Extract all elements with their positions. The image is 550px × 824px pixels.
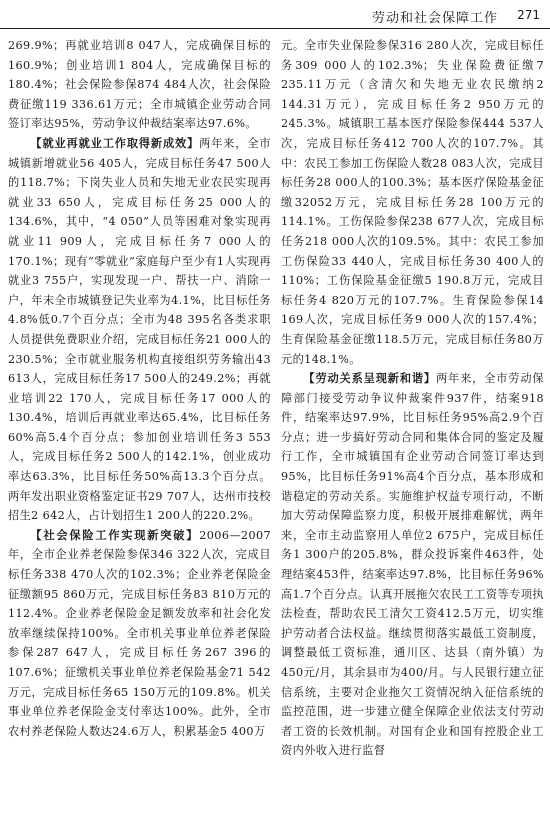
page-number: 271 [517,8,540,22]
section-heading: 【劳动关系呈现新和谐】 [303,372,436,386]
section-heading: 【社会保险工作实现新突破】 [30,528,200,542]
paragraph-body: 两年来，全市劳动保障部门接受劳动争议仲裁案件937件，结案918件，结案率达97.9%，比目标任务95%高2.9个百分点；进一步搞好劳动合同和集体合同的鉴定及履行工作，全市城镇国有企业劳动合同签订率达到95%，比目标任务91%高4个百分点，基本形成和谐稳定的劳动关系。实施维护权益专项行动，不断加大劳动保障监察力度，积极开展排难解忧，两年来，全市主动监察用人单位2 675户，完成目标任务1 300户的205.8%，群众投诉案件463件，处理结案453件，结案率达97.8%，比目标任务96%高1.7个百分点。认真开展拖欠农民工工资等专项执法检查，帮助农民工清欠工资412.5万元，切实维护劳动者合法权益。继续贯彻落实最低工资制度，调整最低工资标准，通川区、达县（南外镇）为450元/月，其余县市为400/月。与人民银行建立征信系统，主要对企业拖欠工资情况纳入征信系统的监控范围，进一步建立健全保障企业依法支付劳动者工资的长效机制。对国有企业和国有控股企业工资内外收入进行监督 [281,372,544,758]
header-title: 劳动和社会保障工作 [371,11,498,26]
paragraph [8,134,271,526]
left-column [8,36,271,816]
paragraph-body: 两年来，全市城镇新增就业56 405人，完成目标任务47 500人的118.7%；下岗失业人员和失地无业农民实现再就业33 650人，完成目标任务25 000人的134.6%，其中，“4 050”人员等困难对象实现再就业11 909人，完成目标任务7 000人的170.1%；现有“零就业”家庭每户至少有1人实现再就业3 755户，实现发现一户、帮扶一户、消除一户，年末全市城镇登记失业率为4.1%，比目标任务4.8%低0.7个百分点；全市为48 395名各类求职人员提供免费职业介绍，完成目标任务21 000人的230.5%；全市就业服务机构直接组织劳务输出43 613人，完成目标任务17 500人的249.2%；再就业培训22 170人，完成目标任务17 000人的130.4%，培训后再就业率达65.4%，比目标任务60%高5.4个百分点；参加创业培训任务3 553人，完成目标任务2 500人的142.1%，创业成功率达63.3%，比目标任务50%高13.3个百分点。两年发出职业资格鉴定证书29 707人，达州市技校招生2 642人，占计划招生1 200人的220.2%。 [8,136,271,523]
section-heading: 【就业再就业工作取得新成效】 [30,136,200,150]
right-column [281,36,544,816]
running-header [0,0,550,29]
paragraph: 元。全市失业保险参保316 280人次，完成目标任务309 000人的102.3%；失业保险费征缴7 235.11万元（含清欠和失地无业农民缴纳2 144.31万元），完成目标任务2 950万元的245.3%。城镇职工基本医疗保险参保444 537人次，完成目标任务412 700人次的107.7%。其中：农民工参加工伤保险人数28 083人次，完成目标任务28 000人的100.3%；基本医疗保险基金征缴32052万元，完成目标任务28 100万元的114.1%。工伤保险参保238 677人次，完成目标任务218 000人次的109.5%。其中：农民工参加工伤保险33 440人，完成目标任务30 400人的110%；工伤保险基金征缴5 190.8万元，完成目标任务4 820万元的107.7%。生育保险参保14 169人次，完成目标任务9 000人次的157.4%；生育保险基金征缴118.5万元，完成目标任务80万元的148.1%。 [281,39,544,366]
paragraph [8,526,271,742]
paragraph-body: 2006—2007年，全市企业养老保险参保346 322人次，完成目标任务338 470人次的102.3%；企业养老保险金征缴额95 860万元，完成目标任务83 810万元的112.4%。企业养老保险金足额发放率和社会化发放率继续保持100%。全市机关事业单位养老保险参保287 647人，完成目标任务267 396的107.6%；征缴机关事业单位养老保险基金71 542万元，完成目标任务65 150万元的109.8%。机关事业单位养老保险金支付率达100%。此外，全市农村养老保险人数达24.6万人，积累基金5 400万 [8,528,271,738]
paragraph [281,369,544,761]
paragraph: 269.9%；再就业培训8 047人，完成确保目标的160.9%；创业培训1 804人，完成确保目标的180.4%；社会保险参保874 484人次，社会保险费征缴119 336.61万元；全市城镇企业劳动合同签订率达95%，劳动争议仲裁结案率达97.6%。 [8,39,271,131]
